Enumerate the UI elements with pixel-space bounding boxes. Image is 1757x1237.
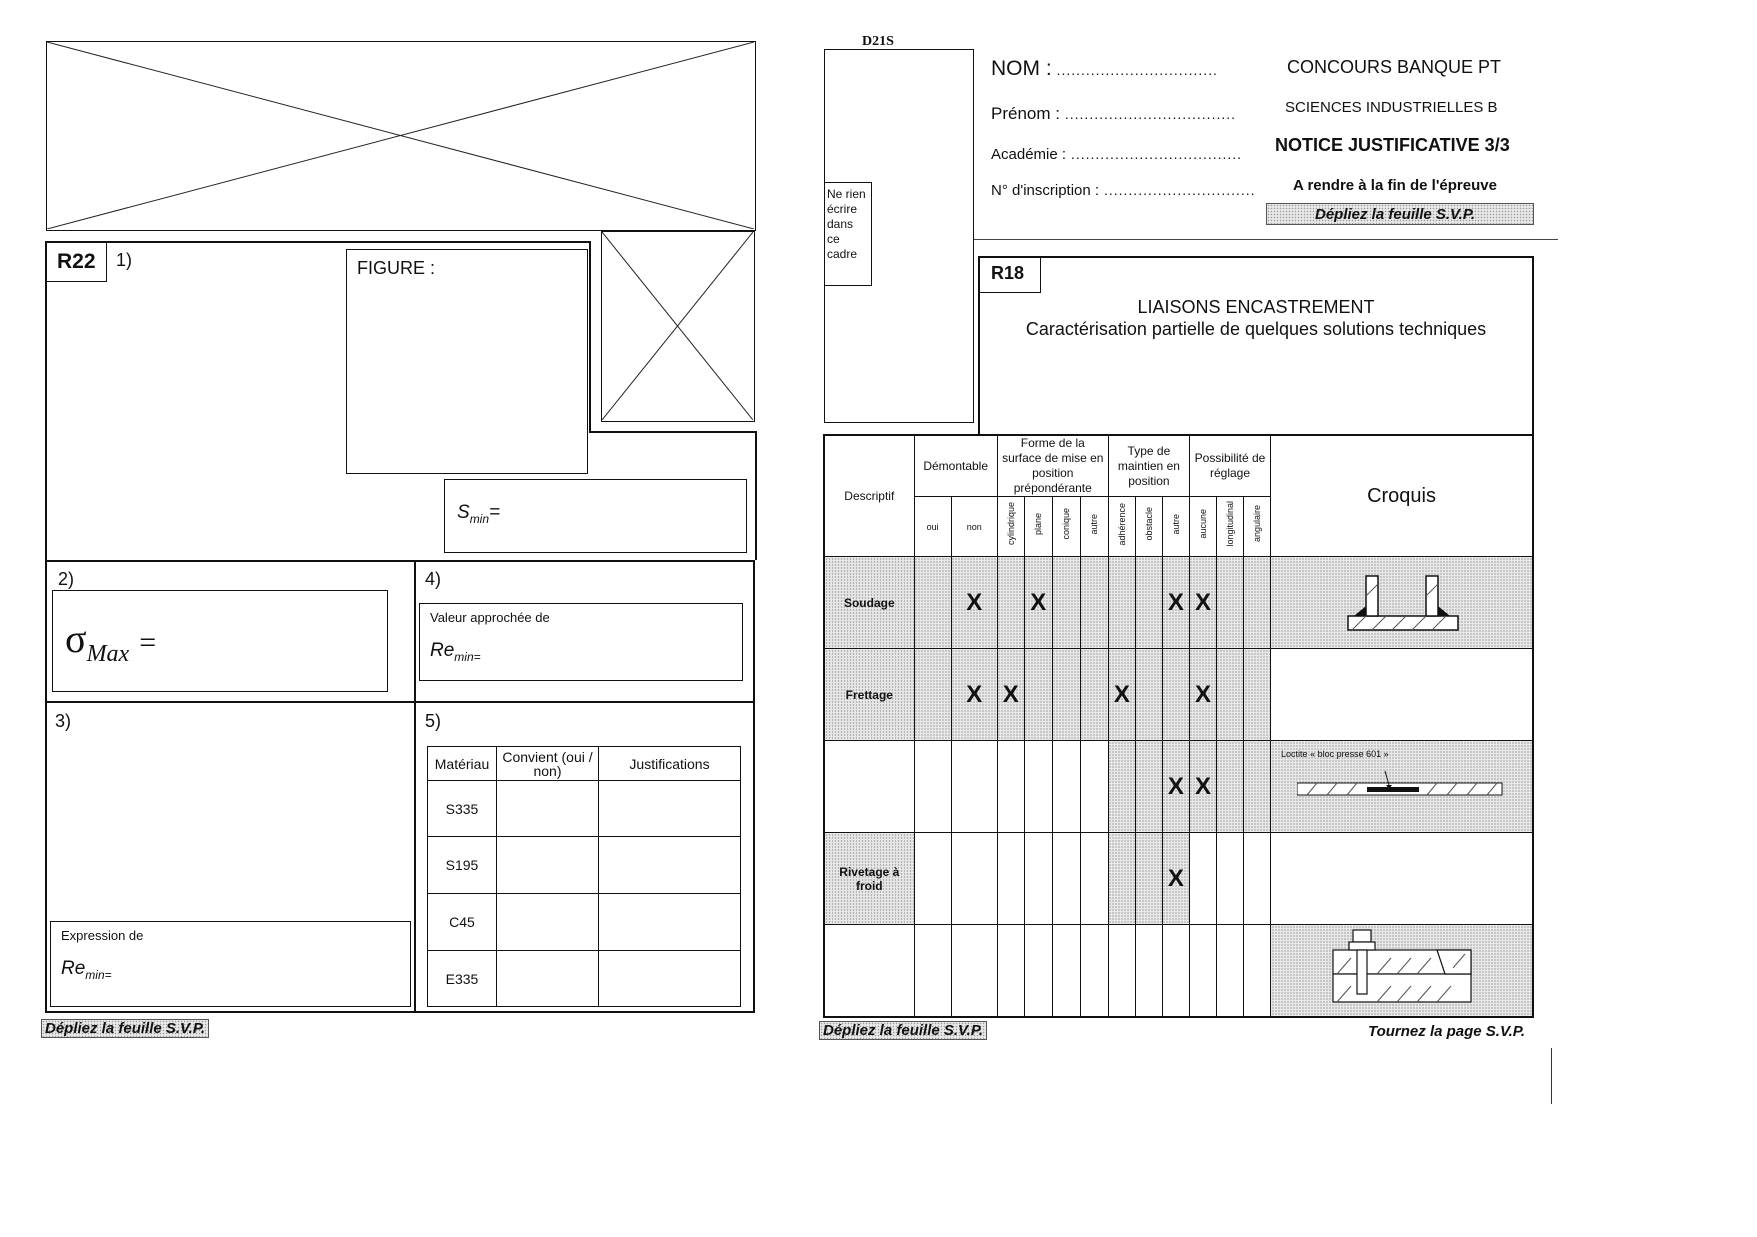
mark-cell[interactable] [1189,833,1216,925]
liaisons-table [823,434,1534,1018]
academie-label: Académie : [991,146,1067,163]
mark-cell[interactable] [1108,925,1135,1017]
mark-cell[interactable] [1024,833,1052,925]
sub-autre: autre [1080,497,1108,557]
mark-cell[interactable] [997,925,1024,1017]
tournez-la-page: Tournez la page S.V.P. [1368,1023,1526,1040]
remin-approx-formula [430,640,481,664]
croquis-header: Croquis [1271,435,1533,557]
mark-cell[interactable] [1135,649,1162,741]
mark-cell[interactable]: X [1189,741,1216,833]
justification-cell[interactable] [599,781,741,837]
mark-cell[interactable] [1135,741,1162,833]
side-note-text: Ne rien écrire dans ce cadre [827,187,866,261]
cross-lines [47,42,754,229]
left-footer-depliez: Dépliez la feuille S.V.P. [41,1019,209,1038]
prenom-label: Prénom : [991,104,1060,123]
inscription-field[interactable] [991,182,1256,199]
header-convient: Convient (oui / non) [497,747,599,781]
mark-cell[interactable]: X [1162,741,1189,833]
academie-dots: ................................... [1066,146,1243,162]
sub-aucune: aucune [1189,497,1216,557]
mark-cell[interactable] [914,557,951,649]
sigma-sub: Max [86,641,130,667]
prenom-field[interactable] [991,104,1236,124]
mark-cell[interactable] [997,557,1024,649]
sub-oui: oui [914,497,951,557]
croquis-frettage[interactable] [1271,649,1533,741]
mark-cell[interactable] [1162,649,1189,741]
re-main-2: Re [61,958,86,979]
group-reglage: Possibilité de réglage [1189,435,1270,497]
mark-cell[interactable] [1108,833,1135,925]
mark-cell[interactable] [1189,925,1216,1017]
row-name: Soudage [824,557,914,649]
r18-frame [978,256,1534,436]
mark-cell[interactable] [1024,741,1052,833]
smin-answer-box[interactable] [444,479,747,553]
loctite-label: Loctite « bloc presse 601 » [1281,749,1389,759]
material-cell: S195 [428,837,497,894]
smin-main: S [457,502,470,523]
figure-label: FIGURE : [357,258,436,278]
mark-cell[interactable] [1216,741,1243,833]
mark-cell[interactable] [1080,925,1108,1017]
remin-expression-box[interactable] [50,921,411,1007]
inscription-label: N° d'inscription : [991,182,1100,199]
mark-cell[interactable] [1216,833,1243,925]
sub-obstacle: obstacle [1135,497,1162,557]
nom-label: NOM : [991,57,1052,80]
r18-title: LIAISONS ENCASTREMENT [1137,297,1375,317]
sigma-max-formula [65,615,156,668]
mark-cell[interactable] [1216,925,1243,1017]
row-name: Frettage [824,649,914,741]
mark-cell[interactable]: X [1108,649,1135,741]
justification-cell[interactable] [599,951,741,1007]
inscription-dots: ............................... [1099,182,1256,198]
r18-tag: R18 [991,263,1025,283]
exam-code: D21S [862,34,894,49]
mark-cell[interactable] [1244,741,1271,833]
sub-angulaire: angulaire [1244,497,1271,557]
header-separator [974,239,1558,240]
mark-cell[interactable] [1024,649,1052,741]
mark-cell[interactable] [1024,925,1052,1017]
sub-non: non [951,497,997,557]
header-justifications: Justifications [599,747,741,781]
right-edge-mark [1551,1048,1552,1104]
convient-cell[interactable] [497,951,599,1007]
mark-cell[interactable] [1216,557,1243,649]
mark-cell[interactable] [997,741,1024,833]
mark-cell[interactable] [951,833,997,925]
remin-expression-formula [61,958,112,982]
mark-cell[interactable] [1052,741,1080,833]
group-maintien: Type de maintien en position [1108,435,1189,497]
vissage-sketch [1327,928,1477,1012]
header-depliez [1266,203,1534,225]
academie-field[interactable] [991,146,1242,163]
table-row [824,925,1533,1017]
mark-cell[interactable] [914,833,951,925]
r18-subtitle: Caractérisation partielle de quelques solutions techniques [1025,319,1487,339]
convient-cell[interactable] [497,781,599,837]
table-row [824,833,1533,925]
sub-autre-2: autre [1162,497,1189,557]
table-row [824,557,1533,649]
row-name-empty[interactable] [824,741,914,833]
rendre-text: A rendre à la fin de l'épreuve [1293,177,1497,194]
collage-sketch [1297,769,1507,809]
r22-tag: R22 [57,250,96,273]
mark-cell[interactable] [1244,925,1271,1017]
notice-title: NOTICE JUSTIFICATIVE 3/3 [1275,135,1510,155]
mark-cell[interactable] [1135,557,1162,649]
nom-field[interactable] [991,57,1218,81]
croquis-soudage [1271,557,1533,649]
header-materiau: Matériau [428,747,497,781]
concours-title: CONCOURS BANQUE PT [1287,57,1502,77]
material-cell: C45 [428,894,497,951]
question-1-label: 1) [116,250,133,270]
convient-cell[interactable] [497,837,599,894]
mark-cell[interactable] [1244,833,1271,925]
mark-cell[interactable]: X [951,649,997,741]
smin-suffix: = [489,502,501,523]
table-row [824,741,1533,833]
mark-cell[interactable] [997,833,1024,925]
re-main: Re [430,640,455,661]
convient-cell[interactable] [497,894,599,951]
question-2-label: 2) [58,569,75,589]
justification-cell[interactable] [599,837,741,894]
row-name-empty[interactable] [824,925,914,1017]
mark-cell[interactable] [1052,833,1080,925]
smin-label [457,502,500,526]
mark-cell[interactable] [1108,741,1135,833]
sub-conique: conique [1052,497,1080,557]
re-sub: min= [454,649,481,664]
mark-cell[interactable] [1052,925,1080,1017]
sigma-symbol: σ [65,616,87,661]
sigma-max-answer-box[interactable] [52,590,388,692]
mark-cell[interactable] [1080,557,1108,649]
remin-approx-text: Valeur approchée de [430,610,550,625]
sub-adherence: adhérence [1108,497,1135,557]
group-demontable: Démontable [914,435,997,497]
mark-cell[interactable] [1080,741,1108,833]
material-cell: S335 [428,781,497,837]
remin-expression-text: Expression de [61,928,144,943]
croquis-vissage [1271,925,1533,1017]
group-forme: Forme de la surface de mise en position prépondérante [997,435,1108,497]
justification-cell[interactable] [599,894,741,951]
table-row [824,649,1533,741]
sciences-title: SCIENCES INDUSTRIELLES B [1285,99,1498,116]
croquis-collage [1271,741,1533,833]
mark-cell[interactable] [914,741,951,833]
mark-cell[interactable] [1162,925,1189,1017]
side-note-box [824,182,872,286]
mark-cell[interactable] [914,925,951,1017]
mark-cell[interactable]: X [1162,833,1189,925]
figure-box[interactable] [346,249,588,474]
mark-cell[interactable] [1052,557,1080,649]
mark-cell[interactable] [1216,649,1243,741]
sigma-equals: = [139,626,157,659]
remin-approx-box[interactable] [419,603,743,681]
mark-cell[interactable] [1080,649,1108,741]
mark-cell[interactable]: X [1024,557,1052,649]
mark-cell[interactable] [914,649,951,741]
nom-dots: ................................. [1051,62,1218,78]
question-5-label: 5) [425,711,442,731]
question-4-label: 4) [425,569,442,589]
sub-plane: plane [1024,497,1052,557]
materials-table [427,746,741,1007]
descriptif-header: Descriptif [824,435,914,557]
mark-cell[interactable]: X [951,557,997,649]
mark-cell[interactable]: X [1189,649,1216,741]
mark-cell[interactable] [1244,649,1271,741]
soudage-sketch [1342,568,1462,638]
mark-cell[interactable] [1135,833,1162,925]
material-cell: E335 [428,951,497,1007]
sub-cylindrique: cylindrique [997,497,1024,557]
mark-cell[interactable] [951,741,997,833]
mark-cell[interactable]: X [997,649,1024,741]
question-3-label: 3) [55,711,72,731]
mark-cell[interactable] [1108,557,1135,649]
prenom-dots: ................................... [1059,106,1237,122]
mark-cell[interactable] [1080,833,1108,925]
mark-cell[interactable]: X [1162,557,1189,649]
mark-cell[interactable]: X [1189,557,1216,649]
smin-sub: min [469,511,490,526]
croquis-rivetage[interactable] [1271,833,1533,925]
header-depliez-text: Dépliez la feuille S.V.P. [1315,206,1476,223]
mark-cell[interactable] [1052,649,1080,741]
row-name: Rivetage à froid [824,833,914,925]
crossed-out-top-box [46,41,756,231]
sub-longitudinal: longitudinal [1216,497,1243,557]
right-footer-depliez: Dépliez la feuille S.V.P. [819,1021,987,1040]
mark-cell[interactable] [951,925,997,1017]
mark-cell[interactable] [1244,557,1271,649]
mark-cell[interactable] [1135,925,1162,1017]
re-sub-2: min= [85,967,112,982]
